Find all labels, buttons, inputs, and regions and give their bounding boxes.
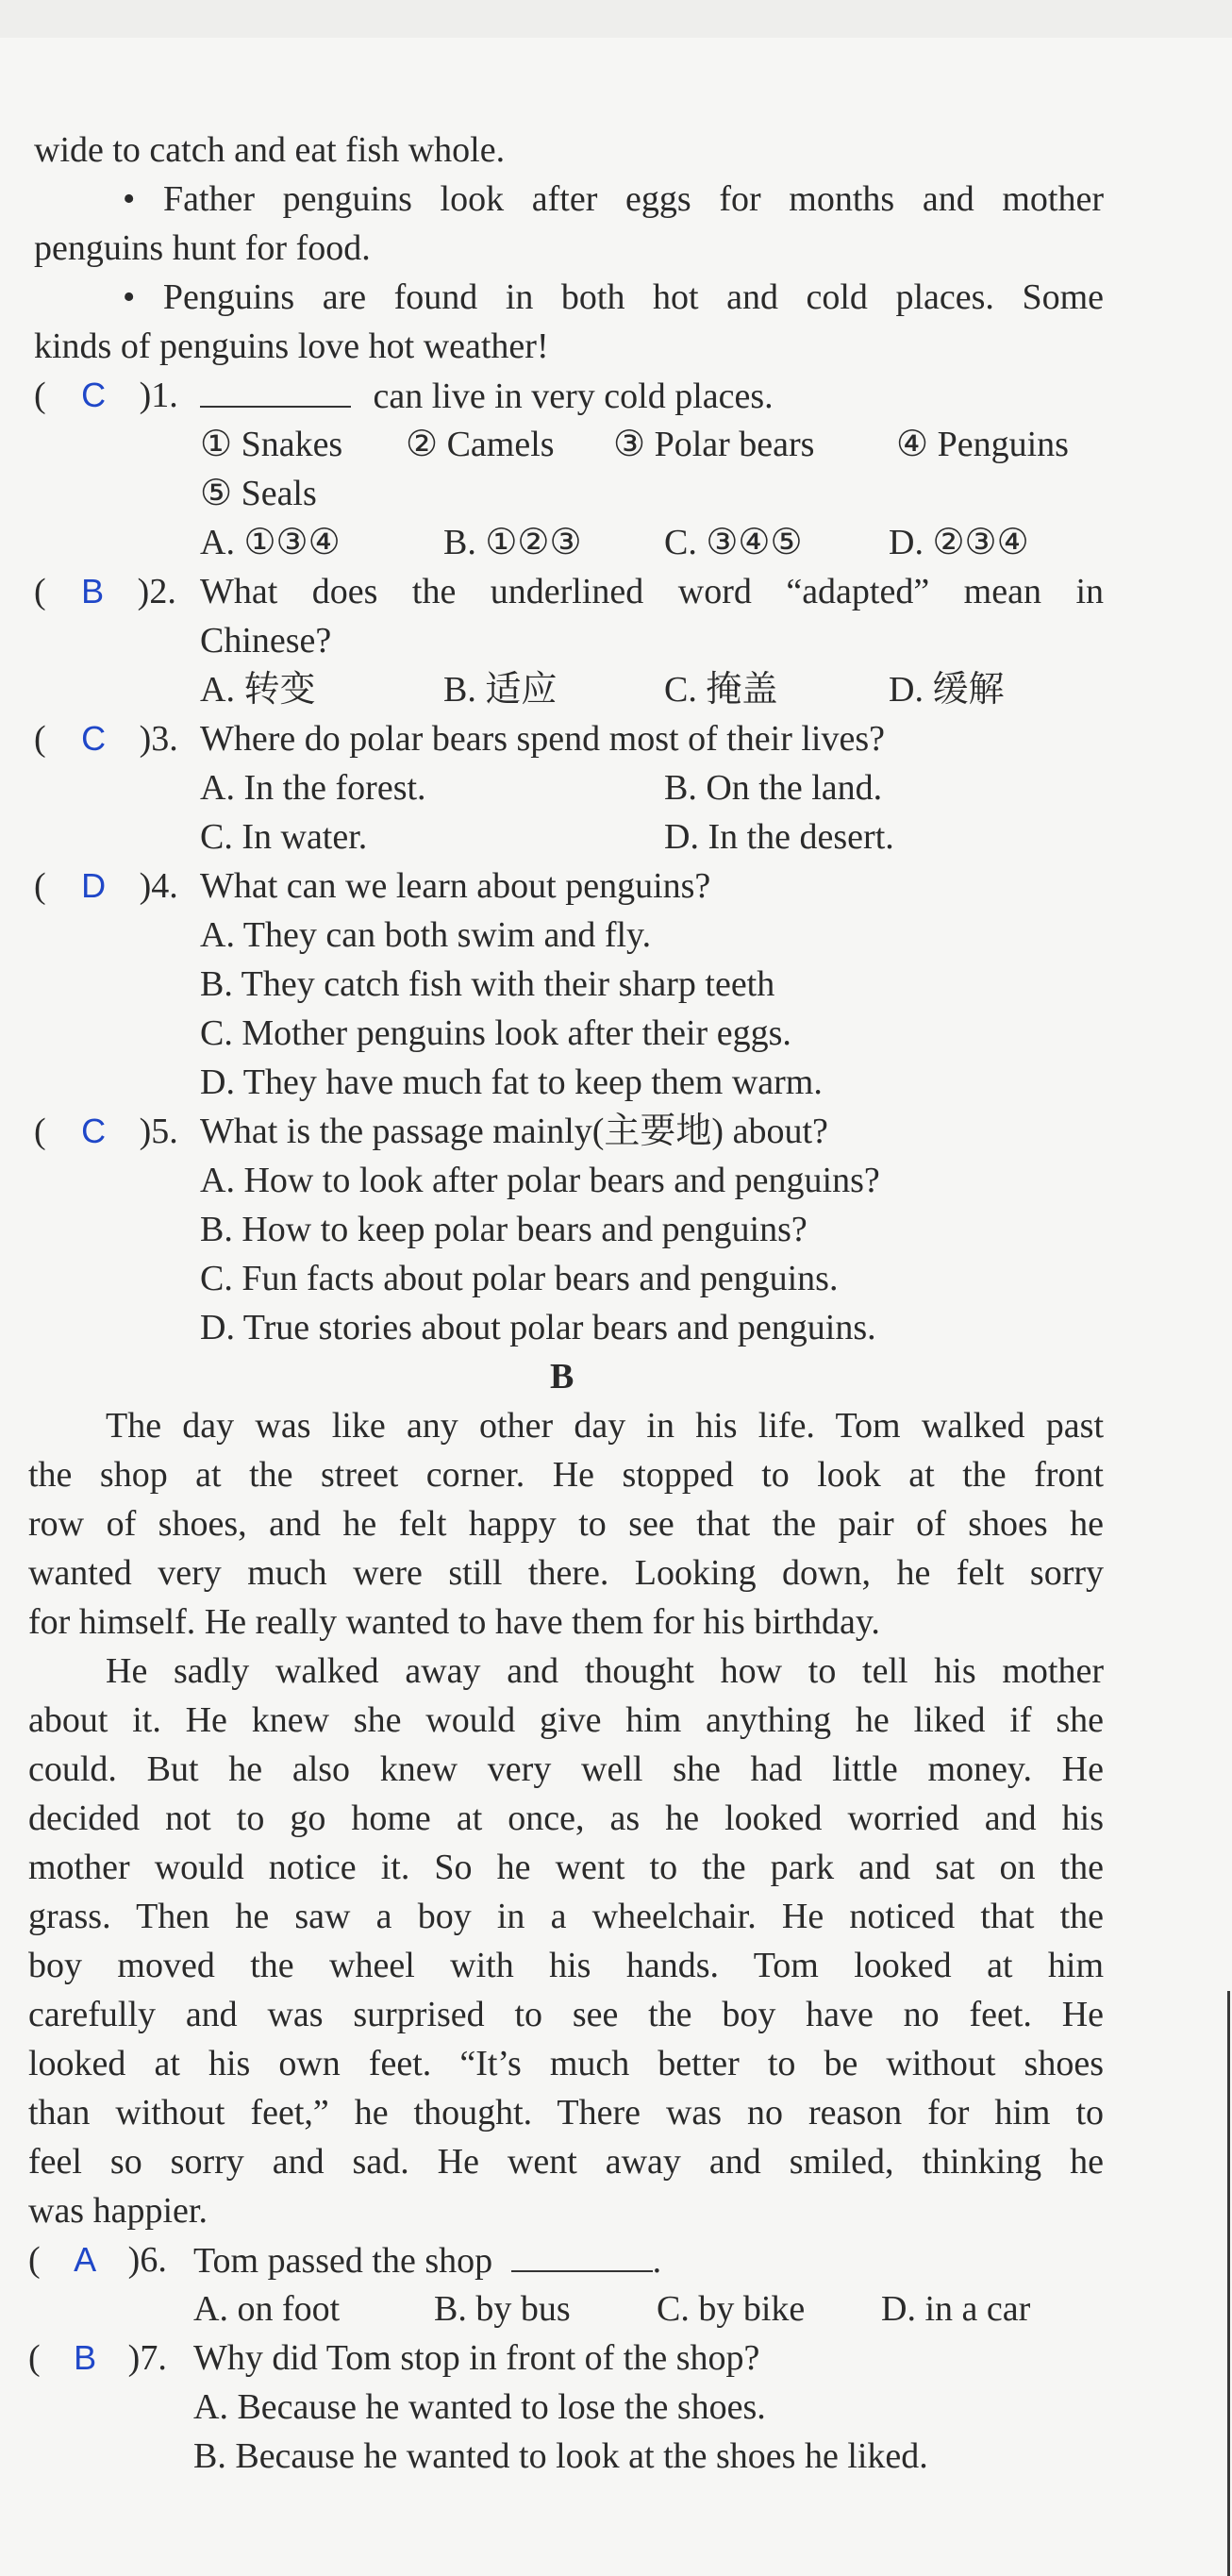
option-b: B. How to keep polar bears and penguins? — [200, 1210, 807, 1249]
question-number: )5. — [139, 1112, 178, 1151]
paren-open: ( — [28, 2338, 41, 2378]
option-d: D. in a car — [881, 2289, 1031, 2329]
question-number: )3. — [139, 719, 178, 759]
option-b: B. On the land. — [664, 768, 883, 808]
option-a: A. They can both swim and fly. — [200, 915, 652, 955]
passage-line: penguins hunt for food. — [34, 228, 371, 268]
page-edge-line — [1227, 1991, 1230, 2576]
question-4-number — [34, 864, 178, 908]
passage-line: boy moved the wheel with his hands. Tom looked at him — [28, 1946, 1104, 1985]
question-number: )1. — [139, 376, 178, 415]
answer-filled: C — [81, 1112, 107, 1150]
passage-line: grass. Then he saw a boy in a wheelchair. He noticed that the — [28, 1897, 1104, 1936]
passage-line: carefully and was surprised to see the boy have no feet. He — [28, 1995, 1104, 2034]
question-text: What can we learn about penguins? — [200, 866, 711, 906]
paren-open: ( — [34, 1112, 46, 1151]
item-choice: ⑤ Seals — [200, 474, 317, 513]
question-text: What is the passage mainly(主要地) about? — [200, 1112, 828, 1151]
option-d: D. 缓解 — [889, 670, 1005, 710]
question-text: Chinese? — [200, 621, 332, 661]
passage-line: • Father penguins look after eggs for months and mother — [123, 179, 1104, 219]
option-c: C. Mother penguins look after their eggs. — [200, 1013, 791, 1053]
passage-line: row of shoes, and he felt happy to see that the pair of shoes he — [28, 1504, 1104, 1544]
paren-open: ( — [28, 2240, 41, 2280]
item-choice: ④ Penguins — [896, 425, 1069, 464]
answer-filled: D — [81, 866, 107, 905]
question-number: )2. — [137, 572, 176, 611]
passage-line: the shop at the street corner. He stopped to look at the front — [28, 1455, 1104, 1495]
answer-filled: B — [81, 572, 105, 611]
option-d: D. True stories about polar bears and penguins. — [200, 1308, 876, 1347]
option-c: C. ③④⑤ — [664, 523, 803, 562]
question-7-number — [28, 2336, 167, 2380]
answer-filled: B — [74, 2338, 97, 2377]
passage-line: • Penguins are found in both hot and cold places. Some — [123, 277, 1104, 317]
option-a: A. In the forest. — [200, 768, 426, 808]
passage-line: wanted very much were still there. Looking down, he felt sorry — [28, 1553, 1104, 1593]
passage-line: mother would notice it. So he went to the park and sat on the — [28, 1848, 1104, 1887]
question-1-number — [34, 374, 178, 417]
passage-line: than without feet,” he thought. There was no reason for him to — [28, 2093, 1104, 2133]
paren-open: ( — [34, 376, 46, 415]
passage-line: decided not to go home at once, as he looked worried and his — [28, 1798, 1104, 1838]
answer-blank — [511, 2238, 653, 2272]
question-3-number — [34, 717, 178, 761]
passage-line: about it. He knew she would give him anything he liked if she — [28, 1700, 1104, 1740]
question-text: What does the underlined word “adapted” mean in — [200, 572, 1104, 611]
option-c: C. by bike — [657, 2289, 806, 2329]
option-b: B. Because he wanted to look at the shoes he liked. — [193, 2436, 928, 2476]
scan-top-band — [0, 0, 1232, 38]
question-text: Why did Tom stop in front of the shop? — [193, 2338, 760, 2378]
passage-line: kinds of penguins love hot weather! — [34, 326, 549, 366]
item-choice: ① Snakes — [200, 425, 343, 464]
option-d: D. ②③④ — [889, 523, 1029, 562]
passage-line: for himself. He really wanted to have them for his birthday. — [28, 1602, 880, 1642]
item-choice: ② Camels — [406, 425, 555, 464]
option-c: C. Fun facts about polar bears and penguins. — [200, 1259, 839, 1298]
option-a: A. How to look after polar bears and penguins? — [200, 1161, 880, 1200]
item-choice: ③ Polar bears — [613, 425, 815, 464]
option-b: B. 适应 — [443, 670, 558, 710]
option-b: B. They catch fish with their sharp teeth — [200, 964, 775, 1004]
question-number: )7. — [127, 2338, 167, 2378]
option-a: A. 转变 — [200, 670, 316, 710]
answer-filled: C — [81, 719, 107, 758]
passage-line: could. But he also knew very well she had little money. He — [28, 1749, 1104, 1789]
paren-open: ( — [34, 866, 46, 906]
paren-open: ( — [34, 719, 46, 759]
question-number: )6. — [127, 2240, 167, 2280]
section-heading: B — [550, 1357, 574, 1397]
question-text: can live in very cold places. — [373, 376, 774, 416]
passage-line: feel so sorry and sad. He went away and smiled, thinking he — [28, 2142, 1104, 2182]
passage-line: He sadly walked away and thought how to tell his mother — [106, 1651, 1104, 1691]
option-d: D. They have much fat to keep them warm. — [200, 1062, 823, 1102]
passage-line: looked at his own feet. “It’s much better to be without shoes — [28, 2044, 1104, 2083]
question-text: Where do polar bears spend most of their lives? — [200, 719, 885, 759]
question-6-number — [28, 2238, 167, 2282]
option-b: B. by bus — [434, 2289, 571, 2329]
question-number: )4. — [139, 866, 178, 906]
option-a: A. Because he wanted to lose the shoes. — [193, 2387, 766, 2427]
passage-line: wide to catch and eat fish whole. — [34, 130, 506, 170]
passage-line: The day was like any other day in his life. Tom walked past — [106, 1406, 1104, 1446]
question-text-end: . — [652, 2241, 662, 2281]
question-2-number — [34, 570, 176, 613]
question-6-stem — [193, 2238, 661, 2283]
paren-open: ( — [34, 572, 46, 611]
passage-line: was happier. — [28, 2191, 208, 2231]
answer-filled: A — [74, 2240, 97, 2279]
question-text: Tom passed the shop — [193, 2241, 493, 2281]
answer-blank — [200, 374, 351, 408]
option-c: C. In water. — [200, 817, 368, 857]
option-a: A. ①③④ — [200, 523, 341, 562]
option-a: A. on foot — [193, 2289, 341, 2329]
answer-filled: C — [81, 376, 107, 414]
question-1-stem — [200, 374, 774, 418]
question-5-number — [34, 1110, 178, 1153]
option-b: B. ①②③ — [443, 523, 582, 562]
option-d: D. In the desert. — [664, 817, 894, 857]
option-c: C. 掩盖 — [664, 670, 778, 710]
